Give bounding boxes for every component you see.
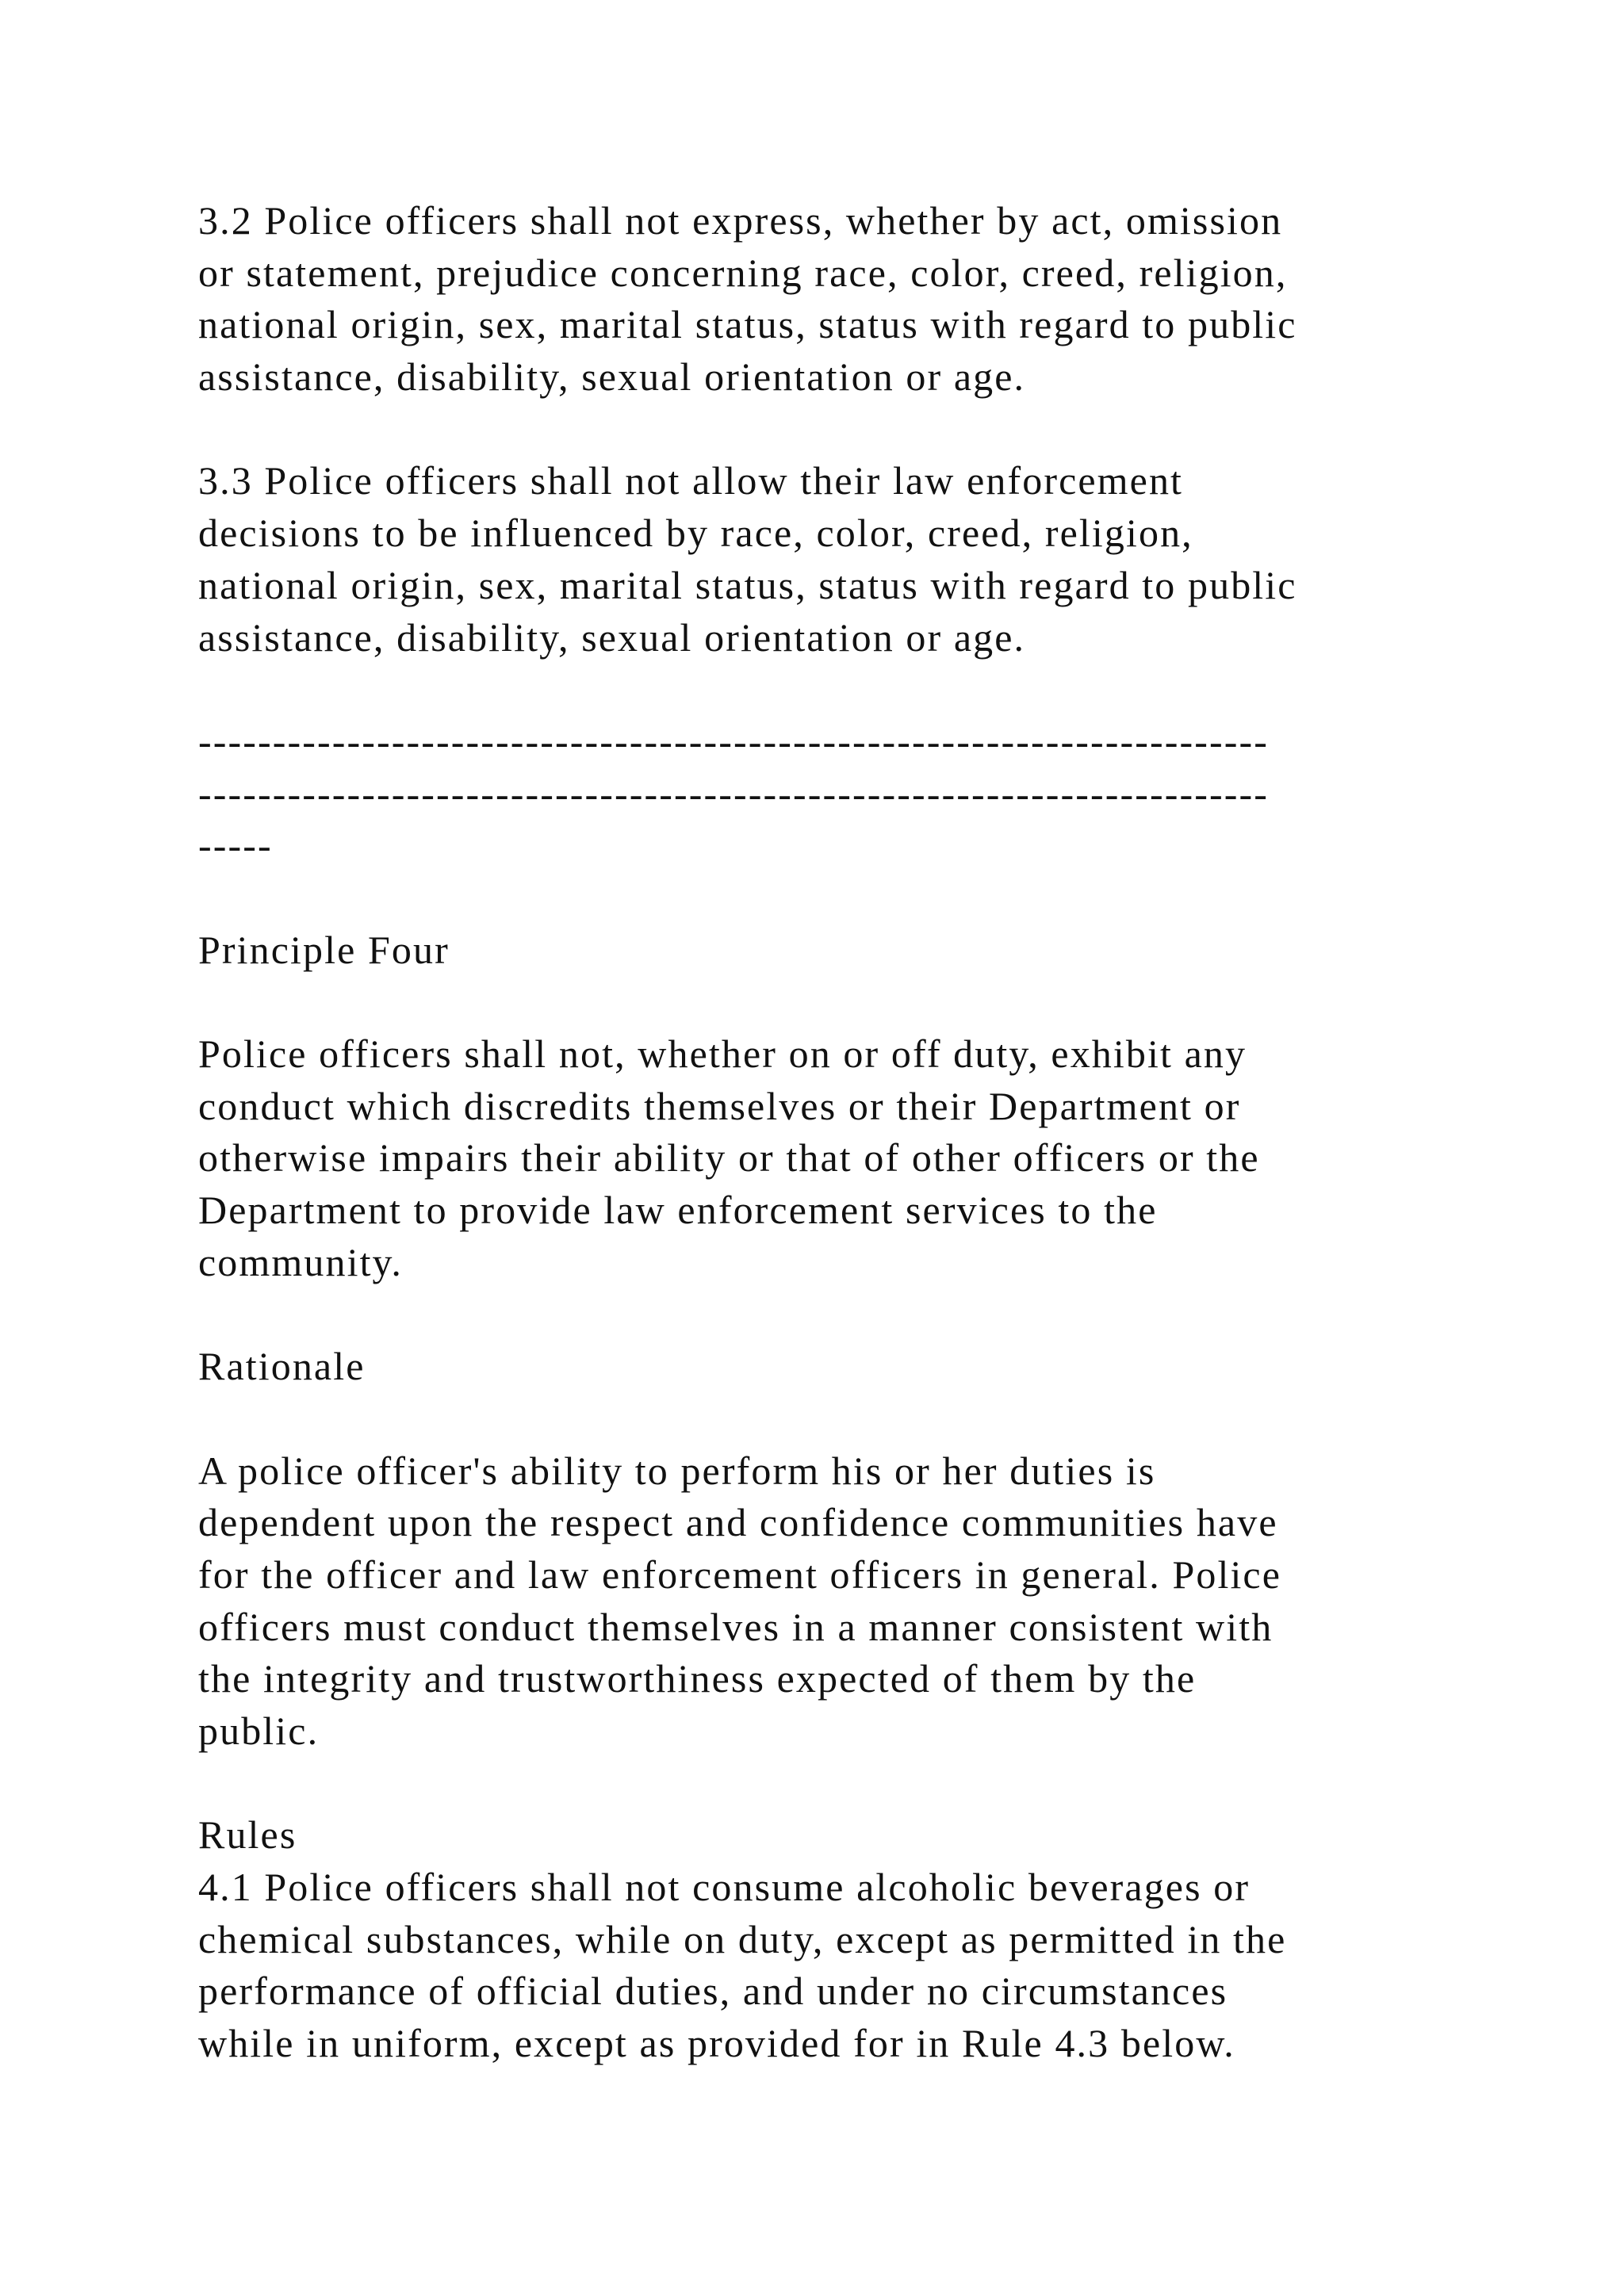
blank-line <box>198 872 1435 924</box>
rule-4-1-paragraph <box>198 1862 1435 2070</box>
principle-heading: Principle Four <box>198 927 450 972</box>
paragraph-line: assistance, disability, sexual orientation or age. <box>198 354 1026 400</box>
paragraph-line: the integrity and trustworthiness expected of them by the <box>198 1656 1197 1701</box>
blank-line <box>198 1288 1435 1341</box>
paragraph-line: Police officers shall not, whether on or off duty, exhibit any <box>198 1031 1247 1076</box>
separator-line: ----- <box>198 823 273 868</box>
paragraph-line: decisions to be influenced by race, color, creed, religion, <box>198 511 1193 556</box>
paragraph-line: or statement, prejudice concerning race, color, creed, religion, <box>198 250 1288 295</box>
paragraph-line: otherwise impairs their ability or that of other officers or the <box>198 1135 1260 1181</box>
blank-line <box>198 1758 1435 1810</box>
paragraph-line: national origin, sex, marital status, status with regard to public <box>198 562 1297 607</box>
paragraph-line: community. <box>198 1239 404 1284</box>
paragraph-line: 3.3 Police officers shall not allow their law enforcement <box>198 458 1184 503</box>
paragraph-line: chemical substances, while on duty, except as permitted in the <box>198 1916 1287 1961</box>
dashed-separator <box>198 716 1435 872</box>
paragraph-line: performance of official duties, and under no circumstances <box>198 1969 1228 2014</box>
paragraph-line: 3.2 Police officers shall not express, whether by act, omission <box>198 198 1283 243</box>
rule-3-2-paragraph <box>198 195 1435 404</box>
paragraph-line: Department to provide law enforcement services to the <box>198 1188 1158 1233</box>
blank-line <box>198 404 1435 456</box>
rule-3-3-paragraph <box>198 455 1435 664</box>
rules-heading: Rules <box>198 1812 297 1858</box>
paragraph-line: dependent upon the respect and confidence communities have <box>198 1500 1278 1545</box>
rationale-heading: Rationale <box>198 1344 366 1389</box>
paragraph-line: officers must conduct themselves in a manner consistent with <box>198 1604 1274 1649</box>
paragraph-line: A police officer's ability to perform his or her duties is <box>198 1448 1156 1493</box>
paragraph-line: conduct which discredits themselves or their Department or <box>198 1083 1241 1128</box>
blank-line <box>198 976 1435 1028</box>
separator-line: ------------------------------------------------------------------------ <box>198 771 1270 816</box>
paragraph-line: public. <box>198 1708 320 1753</box>
document-text <box>198 195 1435 2070</box>
paragraph-line: assistance, disability, sexual orientation or age. <box>198 614 1026 660</box>
paragraph-line: while in uniform, except as provided for in Rule 4.3 below. <box>198 2021 1235 2066</box>
paragraph-line: 4.1 Police officers shall not consume alcoholic beverages or <box>198 1865 1251 1909</box>
paragraph-line: national origin, sex, marital status, status with regard to public <box>198 302 1297 347</box>
principle-paragraph <box>198 1028 1435 1288</box>
separator-line: ------------------------------------------------------------------------ <box>198 718 1270 763</box>
rationale-paragraph <box>198 1445 1435 1758</box>
blank-line <box>198 1393 1435 1445</box>
paragraph-line: for the officer and law enforcement officers in general. Police <box>198 1552 1282 1597</box>
blank-line <box>198 664 1435 716</box>
